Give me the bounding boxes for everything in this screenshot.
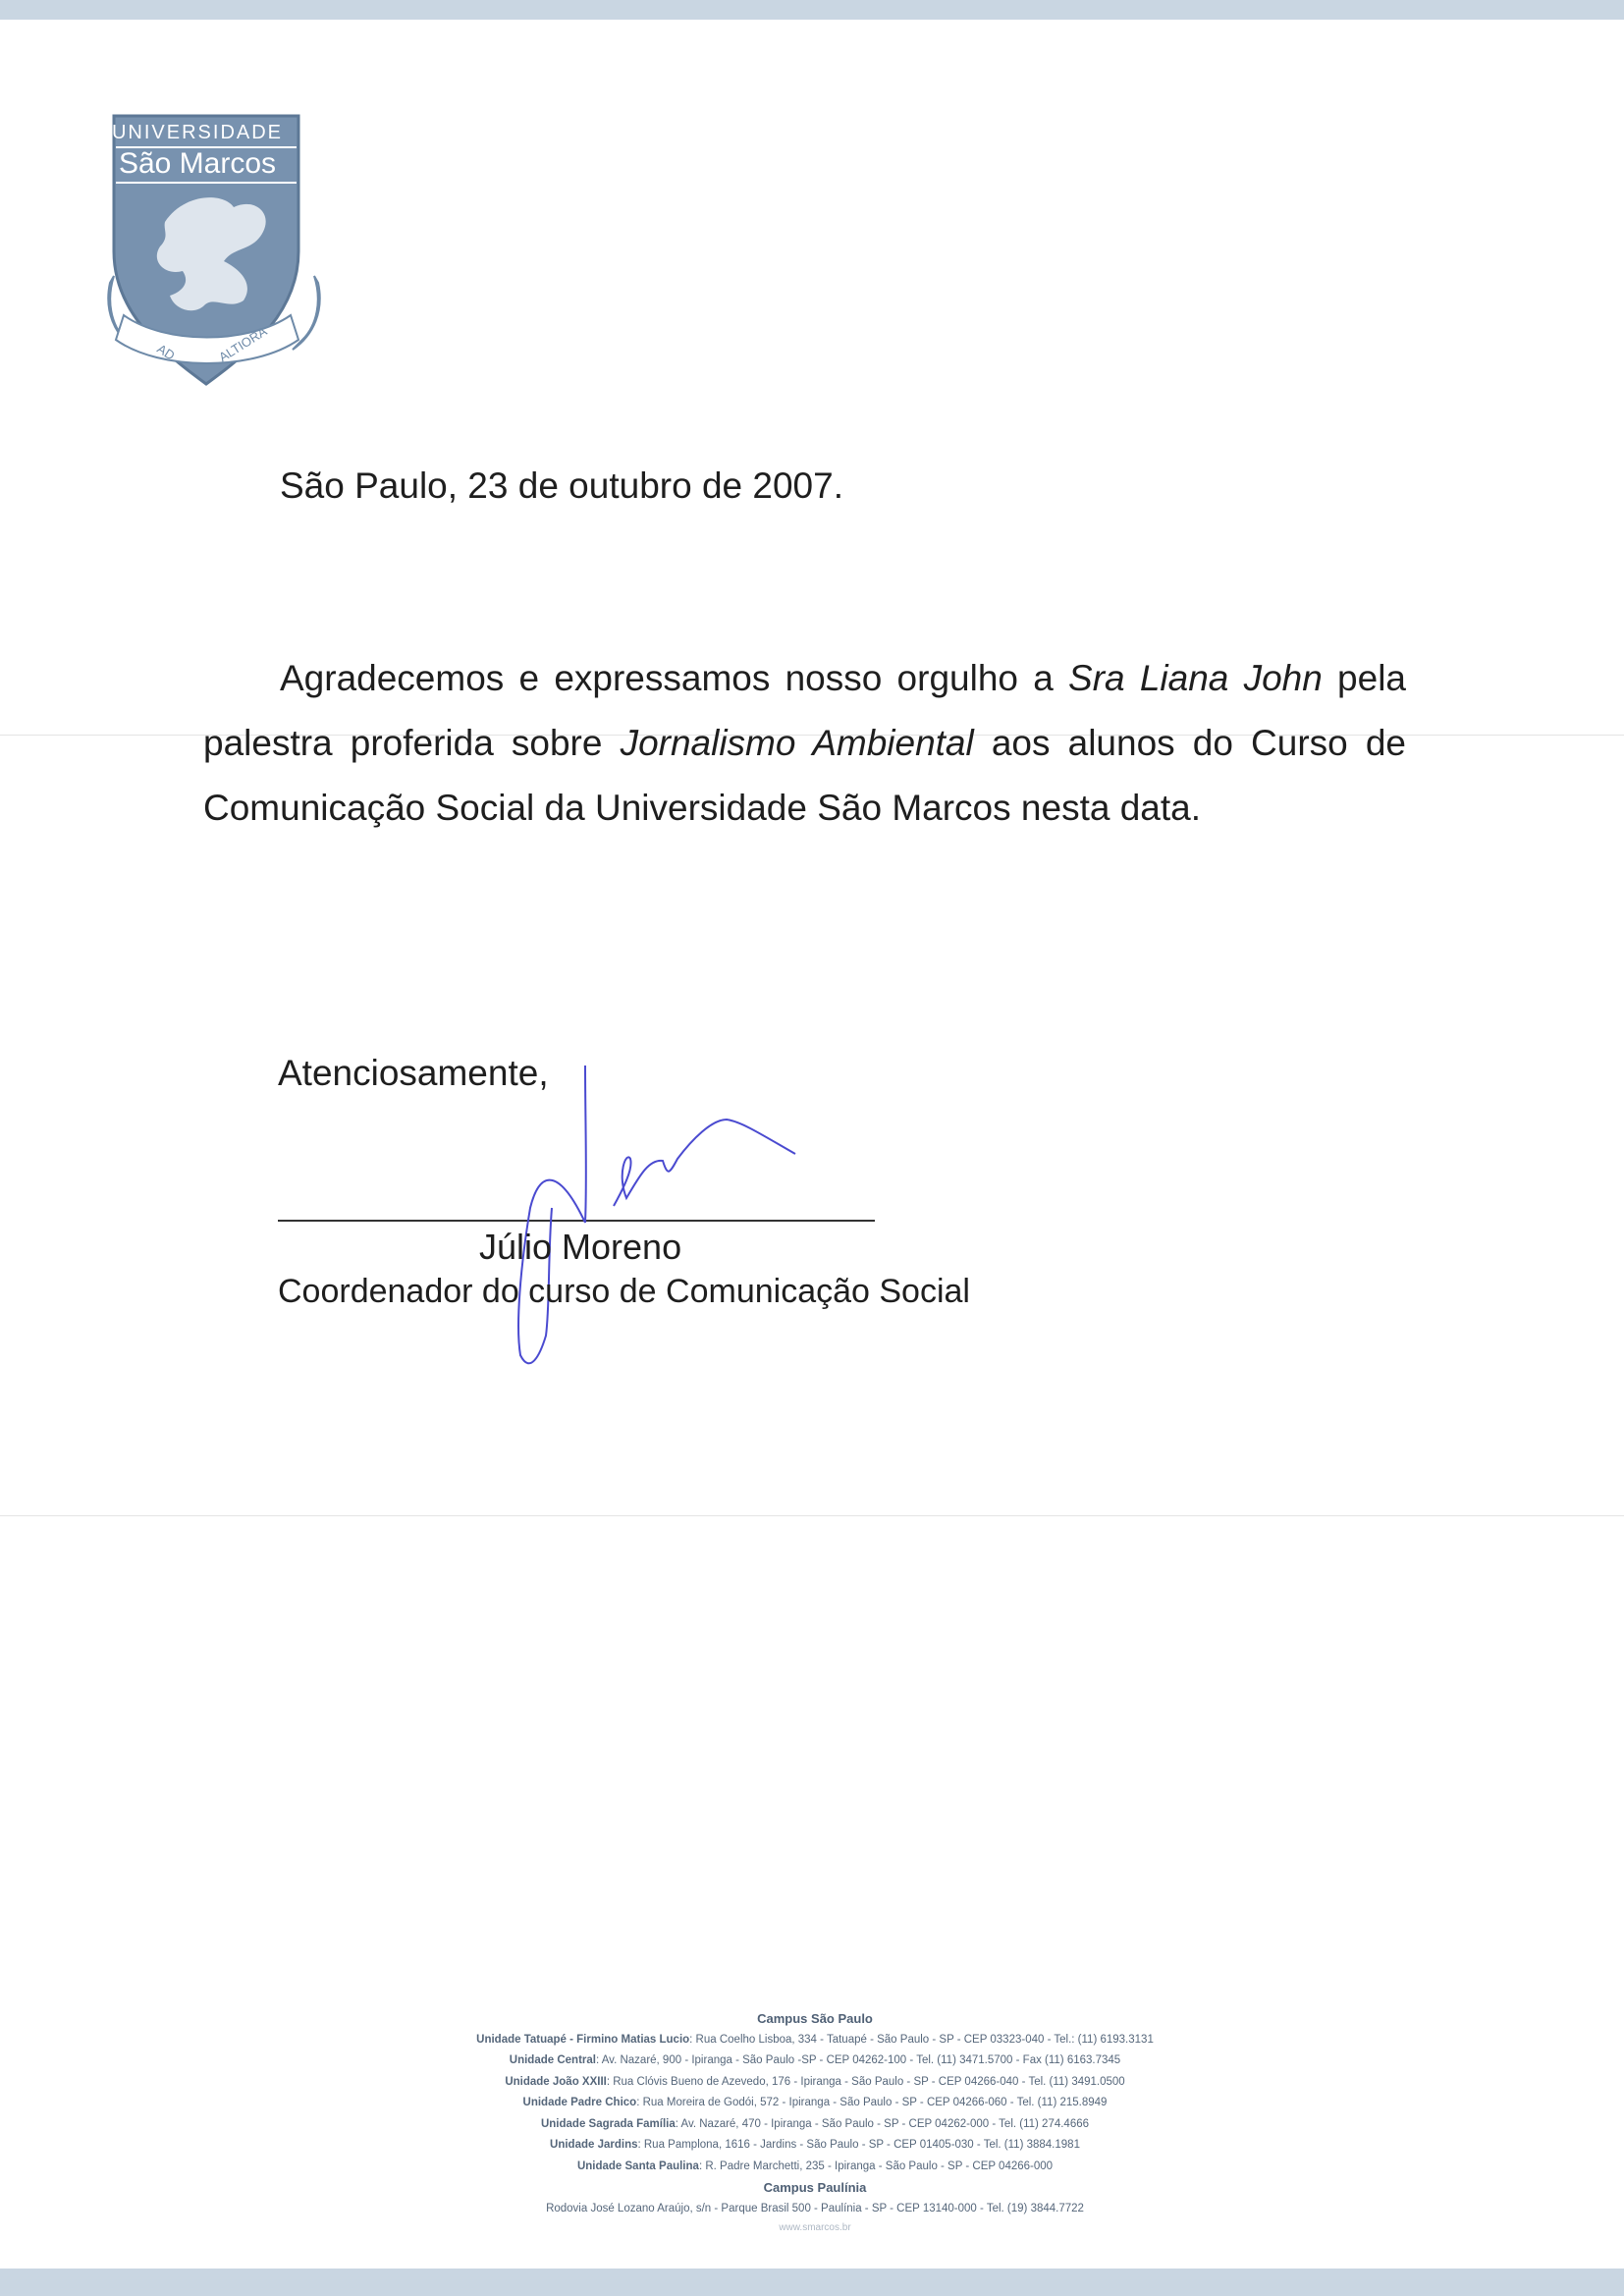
website-text: www.smarcos.br [779, 2222, 851, 2233]
body-text-part: Agradecemos e expressamos nosso orgulho a [280, 658, 1069, 698]
signer-role: Coordenador do curso de Comunicação Social [278, 1273, 970, 1310]
unit-address-line [324, 2072, 1306, 2094]
letter-date: São Paulo, 23 de outubro de 2007. [280, 465, 843, 506]
logo-word-universidade: UNIVERSIDADE [111, 122, 284, 143]
unit-address-line [324, 2135, 1306, 2157]
unit-address-line [324, 2050, 1306, 2072]
top-edge-strip [0, 0, 1624, 20]
logo-word-sao-marcos: São Marcos [118, 147, 277, 180]
lecture-topic: Jornalismo Ambiental [620, 723, 974, 763]
unit-address-line [324, 2030, 1306, 2051]
campus-paulinia-heading: Campus Paulínia [763, 2180, 867, 2195]
unit-address: : Rua Moreira de Godói, 572 - Ipiranga - São Paulo - SP - CEP 04266-060 - Tel. (11) 215.8949 [636, 2097, 1108, 2108]
unit-address: : R. Padre Marchetti, 235 - Ipiranga - São Paulo - SP - CEP 04266-000 [698, 2159, 1054, 2172]
unit-address: : Rua Pamplona, 1616 - Jardins - São Paulo - SP - CEP 01405-030 - Tel. (11) 3884.1981 [637, 2139, 1080, 2151]
unit-address: : Av. Nazaré, 900 - Ipiranga - São Paulo -SP - CEP 04262-100 - Tel. (11) 3471.5700 - Fax (11) 6163.7345 [595, 2054, 1121, 2066]
unit-name: Unidade Padre Chico [522, 2097, 637, 2108]
unit-name: Unidade Santa Paulina [576, 2159, 699, 2172]
guest-name: Sra Liana John [1068, 658, 1323, 698]
university-logo [106, 114, 322, 394]
body-text-part: aos alunos do Curso de Comunicação Social da Universidade São Marcos nesta data. [203, 723, 1406, 828]
fold-line-lower [0, 1515, 1624, 1516]
letterhead-footer [324, 2008, 1306, 2236]
unit-address-line [324, 2114, 1306, 2136]
unit-name: Unidade Tatuapé - Firmino Matias Lucio [476, 2033, 690, 2046]
body-text-part: pela palestra proferida sobre [203, 658, 1406, 763]
unit-name: Unidade Jardins [550, 2139, 638, 2151]
letter-body [203, 646, 1406, 841]
bottom-edge-strip [0, 2269, 1624, 2296]
logo-motto-ad: AD [154, 341, 178, 363]
unit-name: Unidade João XXIII [505, 2075, 607, 2088]
unit-address-line [324, 2157, 1306, 2178]
unit-name: Unidade Central [509, 2054, 596, 2066]
signer-name: Júlio Moreno [479, 1227, 682, 1267]
unit-address: : Rua Clóvis Bueno de Azevedo, 176 - Ipiranga - São Paulo - SP - CEP 04266-040 - Tel. (11) 3491.0500 [606, 2075, 1125, 2088]
unit-name: Unidade Sagrada Família [540, 2117, 676, 2130]
campus-sao-paulo-heading: Campus São Paulo [757, 2011, 873, 2026]
unit-address: : Rua Coelho Lisboa, 334 - Tatuapé - São Paulo - SP - CEP 03323-040 - Tel.: (11) 6193.3131 [689, 2033, 1154, 2046]
letter-closing: Atenciosamente, [278, 1053, 549, 1093]
unit-address: : Av. Nazaré, 470 - Ipiranga - São Paulo - SP - CEP 04262-000 - Tel. (11) 274.4666 [675, 2117, 1090, 2130]
unit-address-line [324, 2093, 1306, 2114]
logo-motto-altiora: ALTIORA [216, 323, 270, 365]
paulinia-address: Rodovia José Lozano Araújo, s/n - Parque Brasil 500 - Paulínia - SP - CEP 13140-000 - Tel. (19) 3844.7722 [546, 2202, 1084, 2214]
